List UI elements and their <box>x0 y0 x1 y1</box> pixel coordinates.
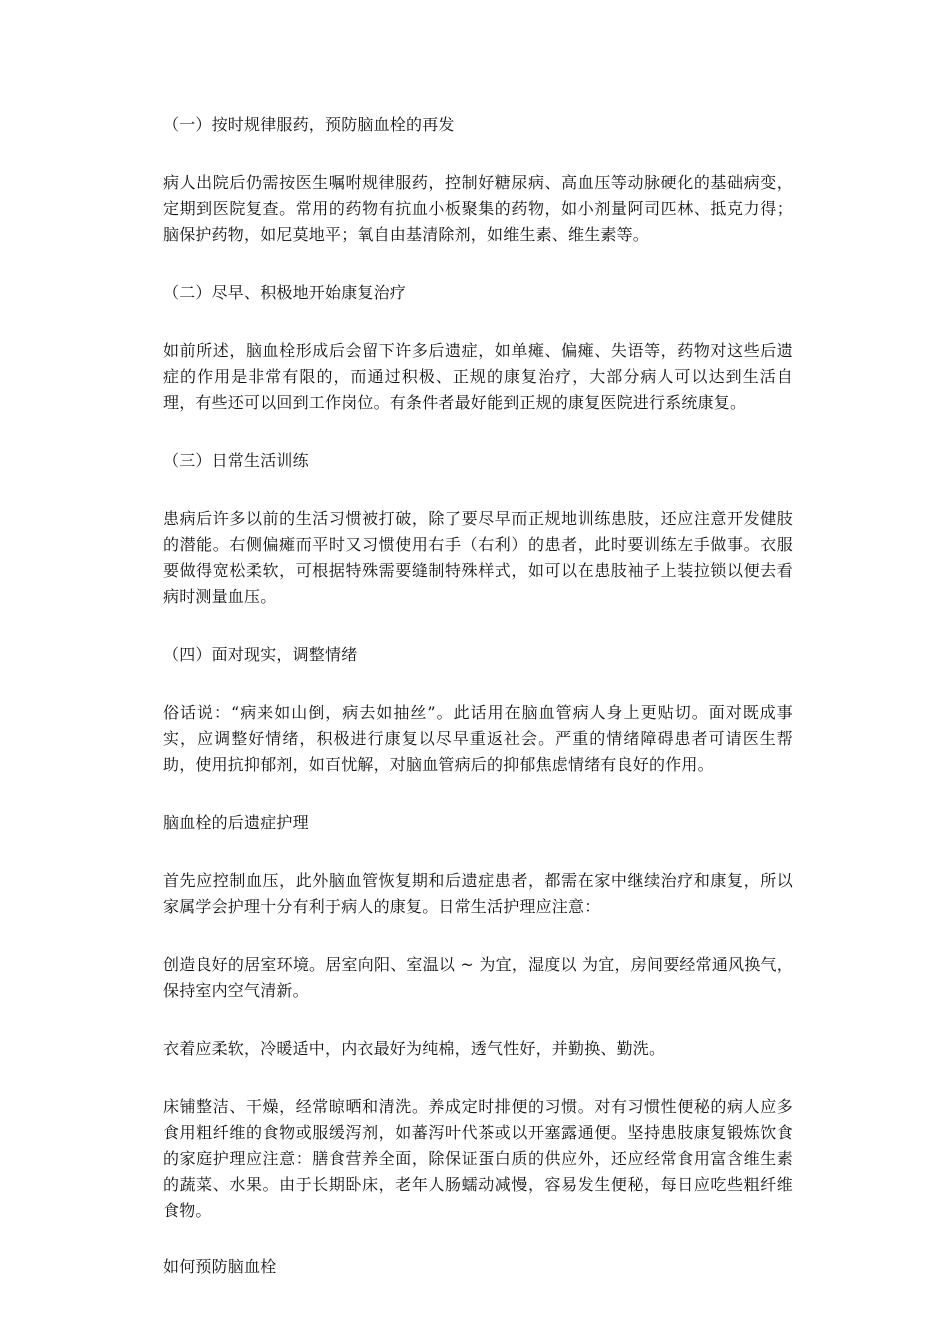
heading-daily-training: （三）日常生活训练 <box>163 451 309 470</box>
heading-medication: （一）按时规律服药，预防脑血栓的再发 <box>163 115 455 134</box>
document-body <box>163 112 793 1312</box>
paragraph-blood-pressure: 首先应控制血压，此外脑血管恢复期和后遗症患者，都需在家中继续治疗和康复，所以家属学会护理十分有利于病人的康复。日常生活护理应注意： <box>163 871 793 916</box>
paragraph-bedding-diet: 床铺整洁、干燥，经常晾晒和清洗。养成定时排便的习惯。对有习惯性便秘的病人应多食用粗纤维的食物或服缓泻剂，如蕃泻叶代茶或以开塞露通便。坚持患肢康复锻炼饮食的家庭护理应注意：膳食营养全面，除保证蛋白质的供应外，还应经常食用富含维生素的蔬菜、水果。由于长期卧床，老年人肠蠕动减慢，容易发生便秘，每日应吃些粗纤维食物。 <box>163 1097 793 1220</box>
heading-prevention: 如何预防脑血栓 <box>163 1257 277 1276</box>
heading-emotions: （四）面对现实，调整情绪 <box>163 645 358 664</box>
paragraph-medication: 病人出院后仍需按医生嘱咐规律服药，控制好糖尿病、高血压等动脉硬化的基础病变，定期到医院复查。常用的药物有抗血小板聚集的药物，如小剂量阿司匹林、抵克力得；脑保护药物，如尼莫地平；氧自由基清除剂，如维生素、维生素等。 <box>163 173 793 244</box>
paragraph-room-environment: 创造良好的居室环境。居室向阳、室温以 ~ 为宜，湿度以 为宜，房间要经常通风换气，保持室内空气清新。 <box>163 955 793 1000</box>
paragraph-clothing: 衣着应柔软，冷暖适中，内衣最好为纯棉，透气性好，并勤换、勤洗。 <box>163 1039 666 1058</box>
paragraph-rehabilitation: 如前所述，脑血栓形成后会留下许多后遗症，如单瘫、偏瘫、失语等，药物对这些后遗症的作用是非常有限的，而通过积极、正规的康复治疗，大部分病人可以达到生活自理，有些还可以回到工作岗位。有条件者最好能到正规的康复医院进行系统康复。 <box>163 341 793 412</box>
paragraph-emotions: 俗话说：“病来如山倒，病去如抽丝”。此话用在脑血管病人身上更贴切。面对既成事实，应调整好情绪，积极进行康复以尽早重返社会。严重的情绪障碍患者可请医生帮助，使用抗抑郁剂，如百忧解，对脑血管病后的抑郁焦虑情绪有良好的作用。 <box>163 703 793 774</box>
heading-sequelae-care: 脑血栓的后遗症护理 <box>163 813 309 832</box>
paragraph-daily-training: 患病后许多以前的生活习惯被打破，除了要尽早而正规地训练患肢，还应注意开发健肢的潜能。右侧偏瘫而平时又习惯使用右手（右利）的患者，此时要训练左手做事。衣服要做得宽松柔软，可根据特殊需要缝制特殊样式，如可以在患肢袖子上装拉锁以便去看病时测量血压。 <box>163 509 793 606</box>
heading-rehabilitation: （二）尽早、积极地开始康复治疗 <box>163 283 407 302</box>
